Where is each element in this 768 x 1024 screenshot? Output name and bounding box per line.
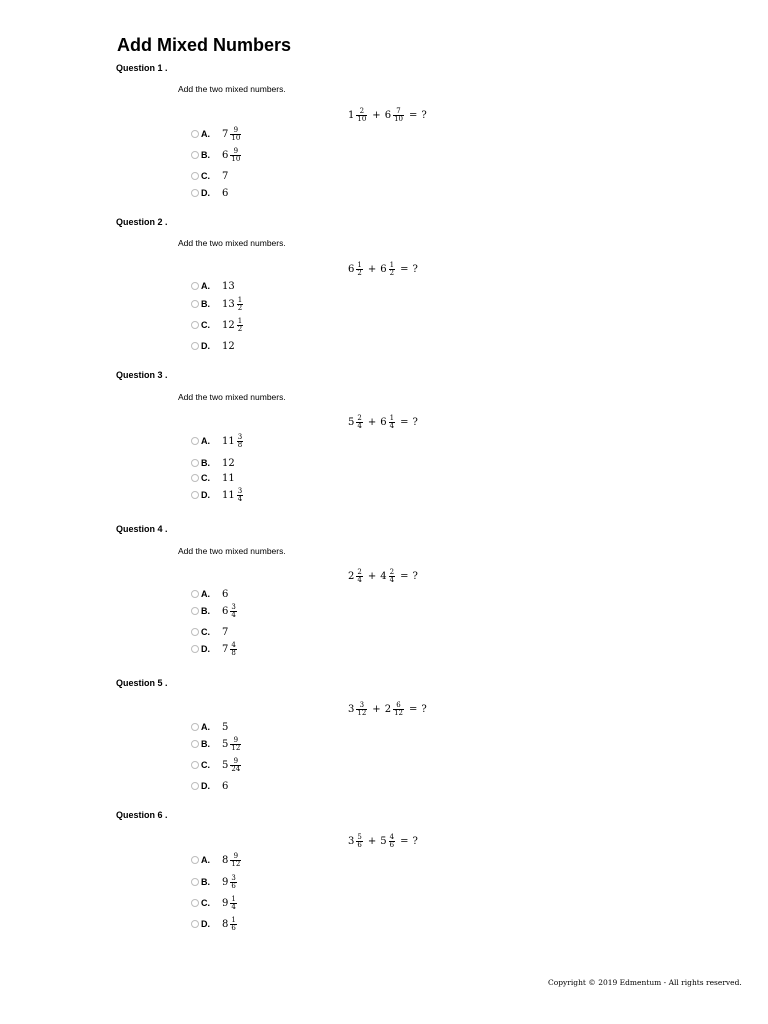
unknown-mark: ?: [412, 571, 418, 582]
unknown-mark: ?: [421, 704, 427, 715]
addend-1-numerator: 1: [357, 261, 362, 269]
addend-1-whole: 5: [348, 417, 355, 428]
answer-choice[interactable]: [191, 184, 229, 202]
choice-letter: A.: [201, 129, 210, 139]
choice-denominator: 24: [231, 764, 241, 773]
addend-2-whole: 4: [380, 571, 387, 582]
choice-numerator: 9: [233, 735, 239, 744]
radio-button[interactable]: [191, 920, 199, 928]
answer-choice[interactable]: [191, 915, 238, 933]
choice-fraction: [230, 758, 241, 773]
choice-numerator: 9: [233, 851, 239, 860]
choice-denominator: 12: [231, 859, 241, 868]
choice-whole: 11: [222, 472, 235, 484]
answer-choice[interactable]: [191, 623, 229, 641]
choice-whole: 8: [222, 854, 229, 866]
addend-1-whole: 3: [348, 704, 355, 715]
question-label: Question 2 .: [116, 217, 168, 227]
addend-1-fraction: [356, 415, 362, 430]
choice-letter: B.: [201, 606, 210, 616]
addend-2-whole: 6: [380, 417, 387, 428]
choice-letter: A.: [201, 436, 210, 446]
choice-letter: C.: [201, 171, 210, 181]
choice-letter: B.: [201, 739, 210, 749]
choice-value: [222, 297, 244, 312]
addend-2-numerator: 7: [396, 107, 401, 115]
addend-1-numerator: 2: [357, 414, 362, 422]
answer-choice[interactable]: [191, 585, 229, 603]
addend-2-numerator: 2: [389, 568, 395, 576]
addend-2-denominator: 6: [389, 841, 395, 849]
choice-letter: C.: [201, 473, 210, 483]
radio-button[interactable]: [191, 740, 199, 748]
radio-button[interactable]: [191, 459, 199, 467]
choice-fraction: [237, 434, 243, 449]
choice-whole: 5: [222, 759, 229, 771]
addend-1-denominator: 12: [357, 709, 367, 717]
addend-2-denominator: 10: [394, 115, 403, 123]
choice-denominator: 10: [231, 154, 241, 163]
addend-1-fraction: [356, 262, 362, 277]
choice-denominator: 2: [237, 324, 243, 333]
choice-whole: 6: [222, 149, 229, 161]
choice-value: [222, 896, 238, 911]
question-instruction: Add the two mixed numbers.: [178, 392, 286, 402]
choice-fraction: [230, 127, 241, 142]
choice-whole: 6: [222, 605, 229, 617]
addend-1-fraction: [356, 834, 362, 849]
addend-1-whole: 1: [348, 110, 355, 121]
answer-choice[interactable]: [191, 337, 236, 355]
choice-letter: B.: [201, 458, 210, 468]
choice-value: [222, 642, 238, 657]
choice-numerator: 1: [231, 894, 236, 903]
choice-letter: D.: [201, 341, 210, 351]
radio-button[interactable]: [191, 761, 199, 769]
plus-operator: +: [372, 704, 381, 715]
choice-numerator: 3: [231, 602, 236, 611]
unknown-mark: ?: [412, 264, 418, 275]
answer-choice[interactable]: [191, 486, 244, 504]
question-equation: [348, 415, 418, 430]
choice-whole: 7: [222, 626, 229, 638]
choice-fraction: [230, 642, 236, 657]
radio-button[interactable]: [191, 474, 199, 482]
choice-value: [222, 589, 229, 600]
choice-denominator: 8: [231, 648, 236, 657]
choice-value: [222, 488, 244, 503]
question-label: Question 3 .: [116, 370, 168, 380]
answer-choice[interactable]: [191, 777, 229, 795]
choice-numerator: 3: [231, 873, 236, 882]
choice-value: [222, 722, 229, 733]
choice-letter: C.: [201, 320, 210, 330]
choice-denominator: 6: [231, 881, 236, 890]
choice-letter: C.: [201, 627, 210, 637]
choice-whole: 6: [222, 588, 229, 600]
choice-value: [222, 458, 236, 469]
choice-numerator: 9: [233, 125, 239, 134]
choice-value: [222, 127, 242, 142]
choice-letter: D.: [201, 919, 210, 929]
addend-1-fraction: [356, 702, 367, 717]
choice-value: [222, 604, 238, 619]
unknown-mark: ?: [412, 836, 418, 847]
choice-fraction: [237, 488, 243, 503]
choice-numerator: 9: [233, 146, 239, 155]
choice-numerator: 1: [231, 915, 236, 924]
addend-1-numerator: 5: [357, 833, 362, 841]
answer-choice[interactable]: [191, 640, 238, 658]
choice-value: [222, 737, 242, 752]
unknown-mark: ?: [412, 417, 418, 428]
choice-letter: B.: [201, 150, 210, 160]
answer-choice[interactable]: [191, 277, 236, 295]
choice-fraction: [230, 875, 236, 890]
choice-numerator: 9: [233, 756, 239, 765]
choice-fraction: [230, 853, 241, 868]
answer-choice[interactable]: [191, 894, 238, 912]
addend-1-numerator: 2: [357, 568, 362, 576]
answer-choice[interactable]: [191, 167, 229, 185]
addend-2-numerator: 6: [396, 701, 401, 709]
radio-button[interactable]: [191, 491, 199, 499]
choice-letter: B.: [201, 299, 210, 309]
addend-1-denominator: 2: [357, 269, 362, 277]
choice-letter: D.: [201, 490, 210, 500]
choice-whole: 9: [222, 876, 229, 888]
choice-denominator: 4: [237, 494, 243, 503]
radio-button[interactable]: [191, 172, 199, 180]
choice-fraction: [237, 297, 243, 312]
addend-1-whole: 3: [348, 836, 355, 847]
choice-denominator: 2: [237, 303, 243, 312]
addend-1-whole: 2: [348, 571, 355, 582]
question-equation: [348, 569, 418, 584]
answer-choice[interactable]: [191, 735, 242, 753]
question-instruction: Add the two mixed numbers.: [178, 84, 286, 94]
page-title: Add Mixed Numbers: [117, 35, 292, 55]
radio-button[interactable]: [191, 130, 199, 138]
addend-2-whole: 6: [380, 264, 387, 275]
choice-fraction: [230, 737, 241, 752]
equals-operator: =: [408, 704, 418, 715]
unknown-mark: ?: [421, 110, 427, 121]
choice-value: [222, 171, 229, 182]
choice-value: [222, 781, 229, 792]
plus-operator: +: [367, 571, 377, 582]
answer-choice[interactable]: [191, 718, 229, 736]
question-instruction: Add the two mixed numbers.: [178, 546, 286, 556]
radio-button[interactable]: [191, 878, 199, 886]
choice-whole: 6: [222, 780, 229, 792]
radio-button[interactable]: [191, 723, 199, 731]
addend-1-denominator: 4: [357, 576, 362, 584]
addend-1-numerator: 2: [359, 107, 365, 115]
question-equation: [348, 702, 427, 717]
radio-button[interactable]: [191, 590, 199, 598]
addend-2-fraction: [389, 834, 395, 849]
plus-operator: +: [367, 417, 377, 428]
addend-1-denominator: 4: [357, 422, 362, 430]
choice-fraction: [230, 148, 241, 163]
choice-letter: B.: [201, 877, 210, 887]
addend-2-denominator: 4: [389, 576, 395, 584]
plus-operator: +: [367, 264, 377, 275]
question-equation: [348, 834, 418, 849]
question-equation: [348, 108, 427, 123]
choice-value: [222, 473, 236, 484]
choice-denominator: 4: [231, 902, 236, 911]
choice-value: [222, 148, 242, 163]
choice-fraction: [230, 604, 236, 619]
radio-button[interactable]: [191, 282, 199, 290]
choice-whole: 11: [222, 489, 235, 501]
choice-whole: 5: [222, 721, 229, 733]
radio-button[interactable]: [191, 607, 199, 615]
addend-1-denominator: 6: [357, 841, 362, 849]
plus-operator: +: [367, 836, 377, 847]
choice-letter: A.: [201, 855, 210, 865]
choice-value: [222, 758, 242, 773]
choice-value: [222, 627, 229, 638]
choice-fraction: [230, 896, 236, 911]
addend-1-numerator: 3: [359, 701, 365, 709]
answer-choice[interactable]: [191, 316, 244, 334]
choice-letter: A.: [201, 281, 210, 291]
addend-1-fraction: [356, 569, 362, 584]
answer-choice[interactable]: [191, 873, 238, 891]
radio-button[interactable]: [191, 151, 199, 159]
addend-2-denominator: 2: [389, 269, 395, 277]
choice-letter: A.: [201, 589, 210, 599]
choice-value: [222, 281, 236, 292]
radio-button[interactable]: [191, 342, 199, 350]
addend-2-whole: 2: [384, 704, 392, 715]
choice-denominator: 10: [231, 133, 241, 142]
choice-denominator: 4: [231, 610, 236, 619]
equals-operator: =: [400, 417, 409, 428]
radio-button[interactable]: [191, 189, 199, 197]
addend-2-whole: 6: [384, 110, 392, 121]
question-label: Question 1 .: [116, 63, 168, 73]
radio-button[interactable]: [191, 899, 199, 907]
copyright-text: Copyright © 2019 Edmentum - All rights reserved.: [548, 978, 742, 987]
choice-whole: 7: [222, 170, 229, 182]
radio-button[interactable]: [191, 437, 199, 445]
choice-numerator: 4: [231, 640, 236, 649]
choice-whole: 12: [222, 457, 235, 469]
radio-button[interactable]: [191, 300, 199, 308]
choice-letter: D.: [201, 188, 210, 198]
choice-whole: 7: [222, 128, 229, 140]
choice-whole: 8: [222, 918, 229, 930]
choice-letter: C.: [201, 760, 210, 770]
choice-whole: 13: [222, 280, 235, 292]
choice-whole: 11: [222, 435, 235, 447]
choice-value: [222, 875, 238, 890]
answer-choice[interactable]: [191, 602, 238, 620]
radio-button[interactable]: [191, 645, 199, 653]
addend-1-denominator: 10: [357, 115, 367, 123]
choice-value: [222, 853, 242, 868]
addend-2-numerator: 1: [389, 261, 395, 269]
answer-choice[interactable]: [191, 146, 242, 164]
choice-numerator: 3: [237, 486, 243, 495]
choice-fraction: [237, 318, 243, 333]
choice-letter: C.: [201, 898, 210, 908]
equals-operator: =: [408, 110, 418, 121]
equals-operator: =: [400, 264, 409, 275]
addend-1-whole: 6: [348, 264, 355, 275]
radio-button[interactable]: [191, 628, 199, 636]
question-label: Question 4 .: [116, 524, 168, 534]
addend-1-fraction: [356, 108, 367, 123]
choice-whole: 12: [222, 319, 235, 331]
choice-numerator: 3: [237, 432, 243, 441]
answer-choice[interactable]: [191, 756, 242, 774]
choice-whole: 12: [222, 340, 235, 352]
answer-choice[interactable]: [191, 295, 244, 313]
choice-numerator: 1: [237, 316, 243, 325]
choice-letter: D.: [201, 644, 210, 654]
addend-2-numerator: 4: [389, 833, 395, 841]
choice-letter: D.: [201, 781, 210, 791]
addend-2-fraction: [389, 262, 395, 277]
addend-2-fraction: [389, 569, 395, 584]
radio-button[interactable]: [191, 321, 199, 329]
choice-value: [222, 341, 236, 352]
choice-value: [222, 434, 244, 449]
addend-2-denominator: 4: [389, 422, 395, 430]
equals-operator: =: [400, 571, 409, 582]
choice-value: [222, 318, 244, 333]
choice-denominator: 8: [237, 440, 243, 449]
choice-denominator: 12: [231, 743, 241, 752]
answer-choice[interactable]: [191, 851, 242, 869]
question-instruction: Add the two mixed numbers.: [178, 238, 286, 248]
question-equation: [348, 262, 418, 277]
addend-2-fraction: [393, 108, 404, 123]
equals-operator: =: [400, 836, 409, 847]
question-label: Question 5 .: [116, 678, 168, 688]
radio-button[interactable]: [191, 856, 199, 864]
choice-whole: 7: [222, 643, 229, 655]
choice-value: [222, 188, 229, 199]
choice-numerator: 1: [237, 295, 243, 304]
addend-2-denominator: 12: [394, 709, 403, 717]
choice-whole: 6: [222, 187, 229, 199]
addend-2-fraction: [389, 415, 395, 430]
choice-whole: 9: [222, 897, 229, 909]
question-label: Question 6 .: [116, 810, 168, 820]
choice-letter: A.: [201, 722, 210, 732]
plus-operator: +: [372, 110, 381, 121]
choice-whole: 5: [222, 738, 229, 750]
addend-2-fraction: [393, 702, 404, 717]
addend-2-numerator: 1: [389, 414, 395, 422]
choice-denominator: 6: [231, 923, 236, 932]
answer-choice[interactable]: [191, 125, 242, 143]
choice-fraction: [230, 917, 236, 932]
radio-button[interactable]: [191, 782, 199, 790]
addend-2-whole: 5: [380, 836, 387, 847]
choice-whole: 13: [222, 298, 235, 310]
answer-choice[interactable]: [191, 469, 236, 487]
answer-choice[interactable]: [191, 432, 244, 450]
choice-value: [222, 917, 238, 932]
